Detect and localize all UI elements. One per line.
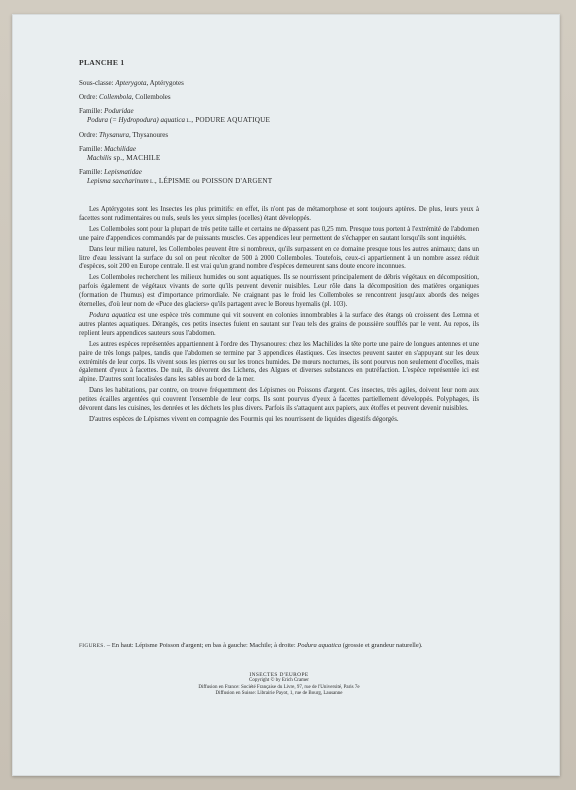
family-prefix: Famille:: [79, 145, 105, 153]
body-text: [79, 206, 479, 425]
page-content: [79, 58, 479, 427]
order-prefix: Ordre:: [79, 93, 100, 101]
paragraph: Les Aptérygotes sont les Insectes les plus primitifs: en effet, ils n'ont pas de métamorphose et sont toujours aptères. De plus, leurs yeux à facettes sont rudimentaires ou nuls, seuls les yeux simples (ocelles) étant développés.: [79, 206, 479, 222]
species-latin: Podura aquatica: [89, 311, 136, 319]
family-entry-poduridae: [79, 107, 479, 126]
subclass-entry: [79, 79, 479, 88]
family-prefix: Famille:: [79, 168, 105, 176]
family-latin: Machilidae: [104, 145, 136, 153]
species-common: , LÉPISME ou POISSON D'ARGENT: [154, 177, 273, 185]
species-latin: Lepisma saccharinum: [87, 177, 149, 185]
figure-caption-tail: (grossie et grandeur naturelle).: [341, 642, 423, 649]
species-latin: Podura (= Hydropodura) aquatica: [87, 116, 185, 124]
family-entry-lepismatidae: [79, 168, 479, 187]
order-latin: Thysanura: [99, 131, 129, 139]
figure-caption: [79, 642, 479, 651]
order-common: , Thysanoures: [128, 131, 169, 139]
paragraph-text: est une espèce très commune qui vit souvent en colonies innombrables à la surface des étangs où croissent des Lemna et autres plantes aquatiques. Dérangés, ces petits insectes fuient en sautant sur l'eau tels des grains de poussière soufflés par le vent. Au repos, ils replient leurs appendices sauteurs sous l'abdomen.: [79, 311, 479, 337]
paragraph: Les Collemboles recherchent les milieux humides ou sont aquatiques. Ils se nourrissent principalement de débris végétaux en décomposition, parfois également de végétaux vivants de sorte qu'ils peuvent devenir nuisibles. Leur rôle dans la décomposition des matières organiques (formation de l'humus) est d'importance primordiale. Ne craignant pas le froid les Collemboles se rencontrent jusqu'aux abords des neiges éternelles, d'où leur nom de «Puce des glaciers» qu'ils partagent avec le Boreus hyemalis (pl. 103).: [79, 274, 479, 309]
copyright-line: Copyright © by Erich Cramer: [249, 678, 309, 684]
figure-caption-latin: Podura aquatica: [297, 642, 342, 649]
subclass-common: , Aptérygotes: [146, 79, 184, 87]
subclass-prefix: Sous-classe:: [79, 79, 116, 87]
family-entry-machilidae: [79, 145, 479, 163]
publisher-title: INSECTES D'EUROPE: [249, 672, 309, 678]
order-entry-collembola: [79, 93, 479, 102]
order-common: , Collemboles: [131, 93, 171, 101]
distribution-switzerland: Diffusion en Suisse: Librairie Payot, 1, rue de Bourg, Lausanne: [215, 691, 343, 697]
publisher-credits: [79, 672, 479, 698]
family-latin: Poduridae: [104, 107, 134, 115]
order-entry-thysanura: [79, 131, 479, 140]
species-author: L.: [148, 179, 155, 185]
family-latin: Lepismatidae: [104, 168, 142, 176]
order-latin: Collembola: [99, 93, 132, 101]
classification-block: [79, 79, 479, 187]
subclass-latin: Apterygota: [115, 79, 147, 87]
species-author: L.: [184, 118, 192, 124]
paragraph: Les Collemboles sont pour la plupart de très petite taille et certains ne dépassent pas 0,25 mm. Presque tous portent à l'extrémité de l'abdomen une paire d'appendices commandés par de puissants muscles. Ces appendices leur permettent de s'échapper en sautant lorsqu'ils sont inquiétés.: [79, 225, 479, 242]
species-latin: Machilis: [87, 154, 112, 162]
plate-title: PLANCHE 1: [79, 58, 125, 67]
species-common: , PODURE AQUATIQUE: [191, 116, 271, 124]
figure-caption-text: – En haut: Lépisme Poisson d'argent; en bas à gauche: Machile; à droite:: [105, 642, 298, 649]
paragraph: Dans les habitations, par contre, on trouve fréquemment des Lépismes ou Poissons d'argent. Ces insectes, très agiles, doivent leur nom aux petites écailles argentées qui couvrent l'ensemble de leur corps. Ils sont pourvus d'yeux à facettes partiellement développés. Polyphages, ils dévorent dans les cuisines, les denrées et les déchets les plus divers. Parfois ils s'attaquent aux papiers, aux étoffes et peuvent devenir nuisibles.: [79, 387, 479, 413]
order-prefix: Ordre:: [79, 131, 100, 139]
species-common: sp., MACHILE: [111, 154, 161, 162]
paragraph: Les autres espèces représentées appartiennent à l'ordre des Thysanoures: chez les Machilides la tête porte une paire de longues antennes et une paire de très longs palpes, tandis que l'abdomen se termine par 3 appendices élastiques. Ces insectes peuvent sauter en s'appuyant sur les deux extrémités de leur corps. Ils vivent sous les pierres ou sur les troncs humides. De mœurs nocturnes, ils sont pourvus non seulement d'ocelles, mais également d'yeux à facettes. De nuit, ils dévorent des Lichens, des Algues et diverses substances en putréfaction. L'espèce représentée ici est alpine. D'autres sont localisées dans les sables au bord de la mer.: [79, 340, 479, 384]
paragraph: D'autres espèces de Lépismes vivent en compagnie des Fourmis qui les nourrissent de liquides digestifs dégorgés.: [89, 415, 399, 423]
paragraph: [79, 312, 479, 339]
distribution-france: Diffusion en France: Société Française du Livre, 97, rue de l'Université, Paris 7e: [198, 684, 360, 690]
figure-caption-label: FIGURES.: [79, 643, 106, 649]
family-prefix: Famille:: [79, 107, 105, 115]
paragraph: Dans leur milieu naturel, les Collemboles peuvent être si nombreux, qu'ils surpassent en ce domaine presque tous les autres animaux; dans un litre d'eau lessivant la surface du sol on peut récolter de 500 à 2000 Collemboles. Toutefois, ceux-ci appartiennent à un nombre assez réduit d'espèces, soit 200 en Europe centrale. Il est vrai qu'un grand nombre d'espèces demeurent sans doute encore inconnues.: [79, 245, 479, 271]
